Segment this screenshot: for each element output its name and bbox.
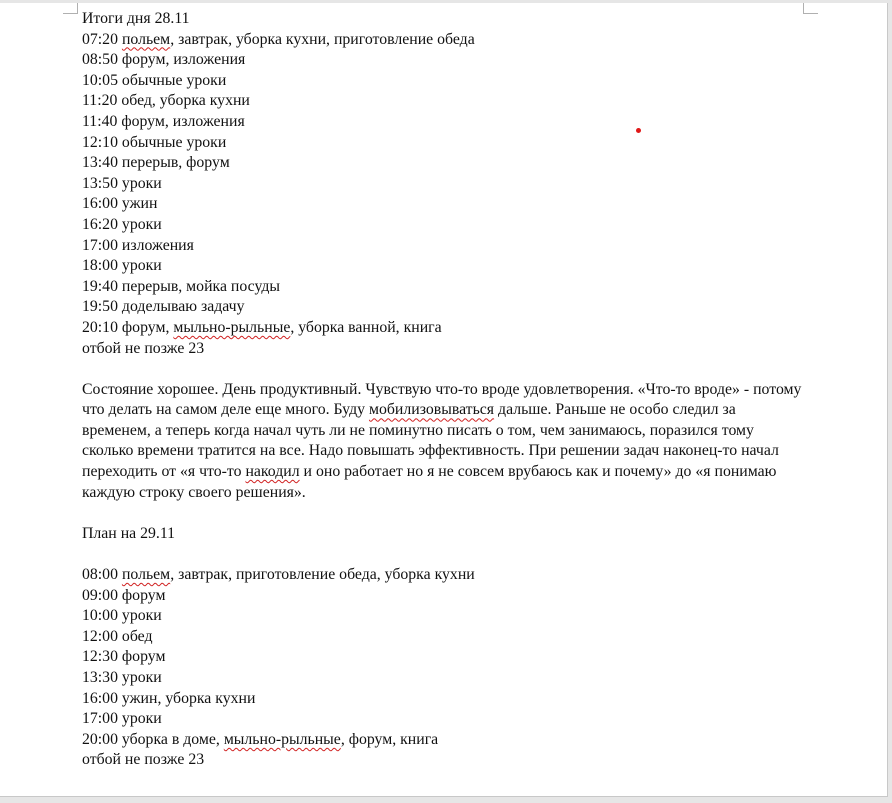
summary-line: 12:10 обычные уроки: [82, 133, 227, 151]
summary-line: 19:40 перерыв, мойка посуды: [82, 277, 281, 295]
summary-line: 11:40 форум, изложения: [82, 112, 245, 130]
plan-line: 17:00 уроки: [82, 710, 162, 728]
summary-list: [82, 30, 802, 360]
crop-mark-top-right: [803, 3, 818, 14]
spelling-error: польем: [121, 566, 171, 584]
plan-line: 12:00 обед: [82, 627, 153, 645]
summary-line: 17:00 изложения: [82, 236, 194, 254]
spelling-error: польем: [121, 30, 171, 48]
document-body[interactable]: [82, 9, 802, 771]
summary-line: 16:00 ужин: [82, 195, 158, 213]
spelling-error: мыльно-рыльные: [173, 318, 291, 336]
summary-line: 18:00 уроки: [82, 257, 162, 275]
plan-line: 13:30 уроки: [82, 669, 162, 686]
document-page[interactable]: [0, 3, 888, 797]
reflection-paragraph: Состояние хорошее. День продуктивный. Чувствую что-то вроде удовлетворения. «Что-то вроде» - потому что делать на самом деле еще много. Буду мобилизовываться дальше. Раньше не особо следил за временем, а теперь когда начал чуть ли не поминутно писать о том, чем занимаюсь, поразился тому сколько времени тратится на все. Надо повышать эффективность. При решении задач наконец-то начал переходить от «я что-то накодил и оно работает но я не совсем врубаюсь как и почему» до «я понимаю каждую строку своего решения».: [82, 380, 802, 501]
plan-line: 20:00 уборка в доме, мыльно-рыльные, форум, книга: [82, 730, 439, 748]
summary-line: 10:05 обычные уроки: [82, 71, 227, 89]
plan-line: отбой не позже 23: [82, 751, 205, 769]
summary-line: 07:20 польем, завтрак, уборка кухни, приготовление обеда: [82, 30, 475, 48]
summary-line: 08:50 форум, изложения: [82, 51, 246, 69]
plan-line: 12:30 форум: [82, 648, 166, 666]
plan-line: 08:00 польем, завтрак, приготовление обеда, уборка кухни: [82, 566, 475, 584]
plan-line: 09:00 форум: [82, 586, 166, 604]
spelling-error: мыльно-рыльные: [223, 730, 341, 748]
summary-line: 19:50 доделываю задачу: [82, 298, 245, 316]
summary-line: отбой не позже 23: [82, 339, 205, 357]
summary-line: 11:20 обед, уборка кухни: [82, 92, 250, 110]
plan-line: 10:00 уроки: [82, 607, 162, 625]
spelling-error: накодил: [245, 463, 300, 481]
summary-line: 16:20 уроки: [82, 215, 162, 233]
summary-line: 20:10 форум, мыльно-рыльные, уборка ванной, книга: [82, 318, 442, 336]
plan-title: План на 29.11: [82, 524, 176, 542]
crop-mark-top-left: [63, 3, 78, 14]
summary-line: 13:40 перерыв, форум: [82, 154, 230, 172]
summary-title: Итоги дня 28.11: [82, 10, 190, 27]
blank-line: [82, 544, 802, 565]
plan-list: [82, 565, 802, 771]
blank-line: [82, 503, 802, 524]
blank-line: [82, 359, 802, 380]
plan-line: 16:00 ужин, уборка кухни: [82, 689, 256, 707]
summary-line: 13:50 уроки: [82, 174, 162, 192]
spelling-error: мобилизовываться: [368, 401, 495, 419]
